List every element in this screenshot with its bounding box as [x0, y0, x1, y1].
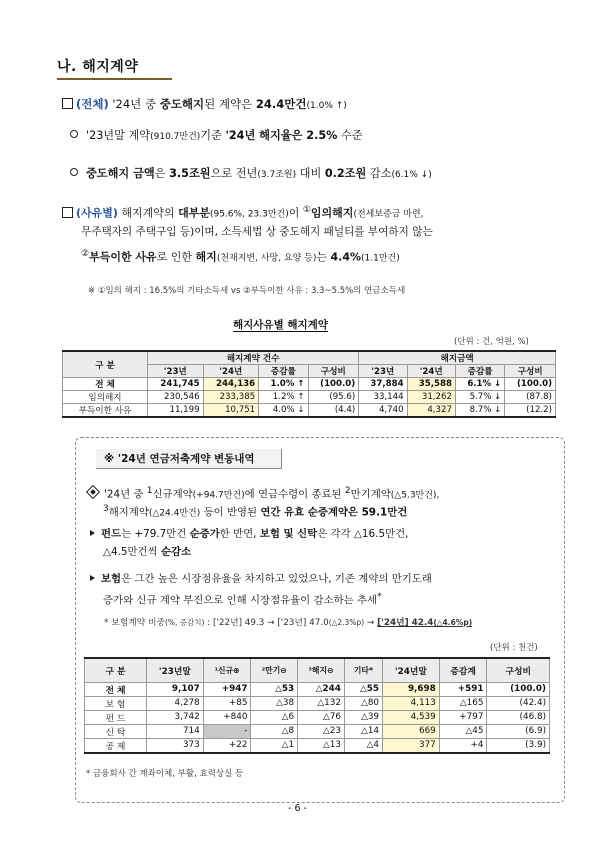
reason-sup: ②: [81, 249, 90, 259]
cell: 373: [147, 738, 204, 753]
row-label: 부득이한 사유: [63, 404, 148, 418]
section-title-underline: [57, 78, 172, 80]
cell: +840: [203, 710, 251, 724]
row-label: 임의해지: [63, 391, 148, 404]
cell: (87.8): [505, 391, 556, 404]
cell: △23: [298, 724, 345, 738]
bullet-text: '23년말 계약: [86, 129, 151, 142]
table2-header: ³해지⊖: [298, 658, 345, 682]
cell: 5.7% ↓: [455, 391, 504, 404]
note-bold: ['24년] 42.4: [377, 618, 434, 628]
panel-bold: 연간 유효 순증계약은 59.1만건: [260, 506, 408, 519]
reason-sup: ①: [302, 205, 311, 215]
bullet-cancellation-amount: [70, 166, 432, 183]
panel-text: 는 +79.7만건: [121, 528, 190, 540]
cell: △14: [344, 724, 382, 738]
table1-subheader: '23년: [148, 365, 204, 378]
cell: △45: [439, 724, 487, 738]
cell: 241,745: [148, 378, 204, 391]
overview-text: '24년 중: [108, 97, 160, 111]
cell: △4: [344, 738, 382, 753]
cell: △165: [439, 696, 487, 710]
cell: 230,546: [148, 391, 204, 404]
note-text: : ['22년] 49.3 → ['23년] 47.0: [204, 618, 329, 628]
table1-title: 해지사유별 해지계약: [233, 319, 328, 331]
page-number: - 6 -: [288, 803, 307, 814]
cell: 1.2% ↑: [259, 391, 308, 404]
table2-header: ¹신규⊕: [203, 658, 251, 682]
bullet-circle-icon: [70, 168, 78, 176]
cell: +797: [439, 710, 487, 724]
table-row: [85, 724, 550, 738]
cell: 4,740: [359, 404, 407, 418]
cell: (6.9): [487, 724, 550, 738]
cell: △53: [251, 682, 298, 696]
cell: +591: [439, 682, 487, 696]
table-row: [85, 738, 550, 753]
row-label: 공 제: [85, 738, 147, 753]
reason-line-3: [81, 247, 400, 267]
checkbox-square-icon: [62, 207, 73, 218]
cell: (100.0): [487, 682, 550, 696]
table1-header-gubun: 구 분: [63, 351, 148, 378]
panel-note: (△5.3만건),: [390, 490, 440, 501]
row-label: 보 험: [85, 696, 147, 710]
reason-text: 로 인한: [156, 250, 196, 264]
reason-text: 해지계약의: [117, 206, 179, 220]
reason-text: 이: [288, 206, 303, 220]
panel-bold: 보험: [101, 573, 122, 585]
panel-text: 증가와 신규 계약 부진으로 인해 시장점유율이 감소하는 추세: [103, 594, 378, 607]
reason-label: (사유별): [76, 206, 118, 220]
reason-note: (1.1만건): [361, 253, 400, 264]
panel-sup: *: [377, 592, 382, 602]
cell: 1.0% ↑: [259, 378, 308, 391]
panel-text: △4.5만건씩: [103, 546, 161, 558]
panel-text: 만기계약: [350, 488, 391, 501]
bullet-note: (910.7만건): [150, 132, 201, 142]
table1-subheader: 구성비: [308, 365, 359, 378]
table1-subheader: 증감률: [259, 365, 308, 378]
panel-sup: 3: [103, 504, 109, 514]
bullet-text: 으로 전년: [210, 167, 258, 180]
reason-bold: 임의해지: [310, 206, 354, 220]
cell: (100.0): [308, 378, 359, 391]
cell: 4,113: [383, 696, 440, 710]
note-text: →: [364, 618, 378, 628]
bullet-text: 수준: [337, 129, 363, 142]
cell: 8.7% ↓: [455, 404, 504, 418]
bullet-text: 대비: [296, 167, 325, 180]
table1-subheader: '24년: [407, 365, 455, 378]
note-small: (%, 증감치): [164, 618, 205, 627]
cell: 33,144: [359, 391, 407, 404]
cell: 4,278: [147, 696, 204, 710]
bullet-text: 은: [154, 167, 170, 180]
cell: 3,742: [147, 710, 204, 724]
panel-paragraph-1a: [88, 484, 439, 503]
panel-text: 신규계약: [152, 488, 193, 501]
table-row: [85, 710, 550, 724]
panel-note: (△24.4만건): [148, 508, 201, 519]
panel-text: '24년 중: [104, 488, 147, 501]
cell: (4.4): [308, 404, 359, 418]
cell: △76: [298, 710, 345, 724]
panel-text: 등이 반영된: [200, 506, 261, 519]
cell: △38: [251, 696, 298, 710]
row-label: 전 체: [63, 378, 148, 391]
cell: (100.0): [505, 378, 556, 391]
cell: △132: [298, 696, 345, 710]
reason-line-1: [62, 203, 424, 223]
cell: △55: [344, 682, 382, 696]
table2-footnote: * 금융회사 간 계좌이체, 부활, 효력상실 등: [86, 769, 244, 779]
cell: 37,884: [359, 378, 407, 391]
cell: 6.1% ↓: [455, 378, 504, 391]
panel-sup: 1: [146, 486, 153, 496]
panel-bold: 펀드: [101, 528, 122, 540]
table1-unit: (단위 : 건, 억원, %): [454, 337, 529, 347]
table1-header-amount: 해지금액: [359, 351, 556, 365]
bullet-note: (3.7조원): [257, 170, 297, 180]
table2-header: ²만기⊖: [251, 658, 298, 682]
cell: △13: [298, 738, 345, 753]
panel-text: 은 각각 △16.5만건,: [317, 528, 409, 540]
cell: 669: [383, 724, 440, 738]
note-small: (△2.3%p): [328, 618, 365, 627]
cell: △39: [344, 710, 382, 724]
cell: △6: [251, 710, 298, 724]
table-row: [63, 404, 556, 418]
table2-header: 기타*: [344, 658, 382, 682]
cell: +947: [203, 682, 251, 696]
bullet-bold: 중도해지 금액: [86, 167, 155, 180]
cell: 377: [383, 738, 440, 753]
panel-note: (+94.7만건): [192, 490, 245, 501]
cancellation-reason-table: [62, 350, 556, 418]
pension-contract-change-table: [84, 657, 550, 754]
overview-note: (1.0% ↑): [306, 101, 347, 111]
cell: 4,539: [383, 710, 440, 724]
bullet-note: (6.1% ↓): [391, 170, 432, 180]
bullet-bold: 3.5조원: [169, 167, 211, 180]
table1-subheader: '23년: [359, 365, 407, 378]
table2-header: 증감계: [439, 658, 487, 682]
table1-header-count: 해지계약 건수: [148, 351, 359, 365]
panel-bold: 보험 및 신탁: [259, 528, 318, 540]
reason-bold: 4.4%: [330, 250, 362, 264]
panel-bold: 순감소: [160, 546, 192, 558]
triangle-bullet-icon: [90, 575, 95, 581]
table-row: [85, 696, 550, 710]
cell: 244,136: [203, 378, 259, 391]
reason-note: (천재지변, 사망, 요양 등): [216, 253, 317, 264]
bullet-bold: 0.2조원: [324, 167, 367, 180]
overview-bold: 중도해지: [159, 97, 205, 111]
table2-unit: (단위 : 천건): [490, 643, 538, 653]
table2-header: 구 분: [85, 658, 147, 682]
reason-text: 는: [316, 250, 331, 264]
bullet-circle-icon: [70, 130, 78, 138]
overview-paragraph: [62, 97, 347, 114]
table-row: [63, 378, 556, 391]
cell: (3.9): [487, 738, 550, 753]
panel-paragraph-1b: [103, 502, 407, 521]
overview-value: 24.4만건: [255, 97, 307, 111]
cell: 714: [147, 724, 204, 738]
table-row: [63, 391, 556, 404]
section-title: 나. 해지계약: [57, 59, 139, 75]
row-label: 신 탁: [85, 724, 147, 738]
panel-bold: 순증가: [189, 528, 220, 540]
table2-header: '23년말: [147, 658, 204, 682]
reason-note: (전세보증금 마련,: [353, 209, 424, 220]
reason-bold: 부득이한 사유: [89, 250, 157, 264]
bullet-text: 감소: [366, 167, 392, 180]
triangle-bullet-icon: [90, 530, 95, 536]
note-small: (△4.6%p): [433, 618, 473, 627]
panel-text: 한 반면,: [219, 528, 260, 540]
cell: △8: [251, 724, 298, 738]
table2-header: 구성비: [487, 658, 550, 682]
panel-sup: 2: [344, 486, 351, 496]
cell: 9,698: [383, 682, 440, 696]
cell: 4.0% ↓: [259, 404, 308, 418]
panel-paragraph-3a: [90, 572, 432, 587]
reason-bold: 해지: [195, 250, 217, 264]
cell: △1: [251, 738, 298, 753]
cell: 31,262: [407, 391, 455, 404]
panel-text: 은 그간 높은 시장점유율을 차지하고 있었으나, 기존 계약의 만기도래: [121, 573, 432, 585]
table1-subheader: 증감률: [455, 365, 504, 378]
panel-paragraph-2b: [103, 545, 191, 560]
reason-note: (95.6%, 23.3만건): [209, 209, 289, 220]
insurance-share-note: [104, 615, 472, 628]
cell: +85: [203, 696, 251, 710]
note-text: * 보험계약 비중: [104, 618, 165, 628]
panel-paragraph-2a: [90, 527, 408, 542]
panel-text: 에 연금수령이 종료된: [244, 488, 345, 501]
cell: (95.6): [308, 391, 359, 404]
cell: (42.4): [487, 696, 550, 710]
table2-header: '24년말: [383, 658, 440, 682]
bullet-bold: '24년 해지율은 2.5%: [225, 129, 338, 142]
panel-paragraph-3b: [103, 590, 382, 608]
bullet-cancellation-rate: [70, 128, 363, 145]
tax-footnote: ※ ①임의 해지 : 16.5%의 기타소득세 vs ②부득이한 사유 : 3.3~5.5%의 연금소득세: [88, 286, 406, 296]
cell: +22: [203, 738, 251, 753]
panel-text: 해지계약: [108, 506, 149, 519]
panel-tab-title: ※ '24년 연금저축계약 변동내역: [96, 449, 282, 469]
diamond-bullet-icon: [86, 485, 100, 499]
overview-label: (전체): [76, 97, 109, 111]
cell: △80: [344, 696, 382, 710]
table1-subheader: 구성비: [505, 365, 556, 378]
checkbox-square-icon: [62, 98, 73, 109]
cell: +4: [439, 738, 487, 753]
reason-line-2: 무주택자의 주택구입 등)이며, 소득세법 상 중도해지 패널티를 부여하지 않는: [81, 226, 433, 238]
row-label: 펀 드: [85, 710, 147, 724]
overview-text: 된 계약은: [204, 97, 256, 111]
table-row: [85, 682, 550, 696]
cell: 233,385: [203, 391, 259, 404]
cell: (46.8): [487, 710, 550, 724]
cell: △244: [298, 682, 345, 696]
cell: 4,327: [407, 404, 455, 418]
bullet-text: 기준: [200, 129, 226, 142]
row-label: 전 체: [85, 682, 147, 696]
cell: 35,588: [407, 378, 455, 391]
cell: 11,199: [148, 404, 204, 418]
cell: 10,751: [203, 404, 259, 418]
cell: 9,107: [147, 682, 204, 696]
table1-subheader: '24년: [203, 365, 259, 378]
reason-bold: 대부분: [178, 206, 210, 220]
cell: -: [203, 724, 251, 738]
cell: (12.2): [505, 404, 556, 418]
